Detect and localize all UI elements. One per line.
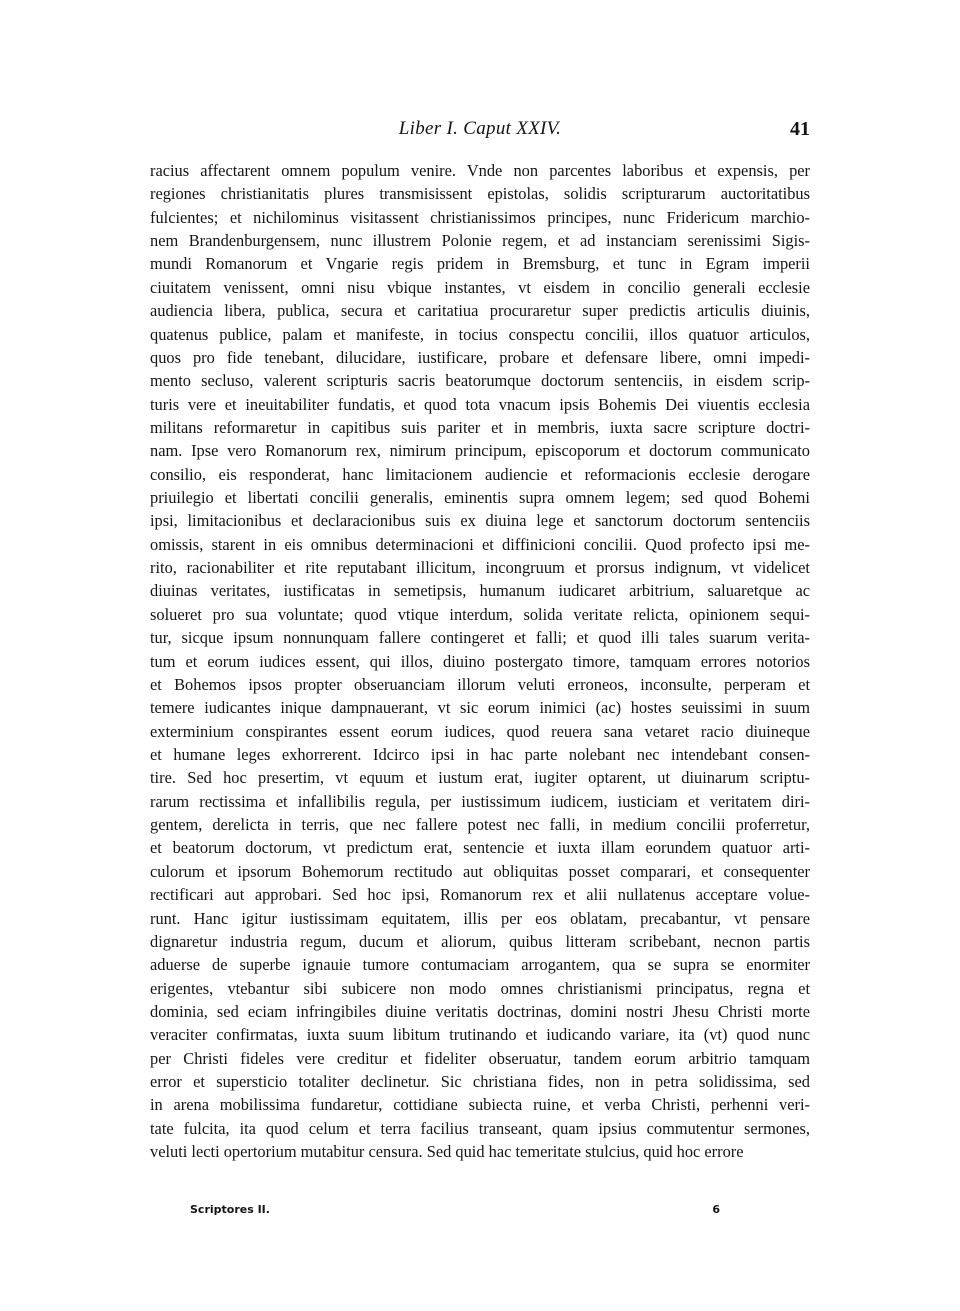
- text-line: culorum et ipsorum Bohemorum rectitudo aut obliquitas posset comparari, et consequenter: [150, 861, 810, 881]
- text-line: veraciter confirmatas, iuxta suum libitum trutinando et iudicando variare, ita (vt) quod nunc: [150, 1025, 810, 1045]
- text-line: exterminium conspirantes essent eorum iudices, quod reuera sana vetaret racio diuineque: [150, 721, 810, 741]
- text-line: mundi Romanorum et Vngarie regis pridem in Bremsburg, et tunc in Egram imperii: [150, 254, 810, 274]
- text-line: error et supersticio totaliter declinetur. Sic christiana fides, non in petra solidissima, sed: [150, 1072, 810, 1092]
- text-line: veluti lecti opertorium mutabitur censura. Sed quid hac temeritate stulcius, quid hoc errore: [150, 1142, 744, 1162]
- text-line: tate fulcita, ita quod celum et terra facilius transeant, quam ipsius commutentur sermones,: [150, 1118, 810, 1138]
- text-line: gentem, derelicta in terris, que nec fallere potest nec falli, in medium concilii proferretur,: [150, 815, 810, 835]
- text-line: rectificari aut approbari. Sed hoc ipsi, Romanorum rex et alii nullatenus acceptare volue-: [150, 885, 810, 905]
- running-head: [150, 118, 810, 146]
- text-line: aduerse de superbe ignauie tumore contumaciam arrogantem, qua se supra se enormiter: [150, 955, 810, 975]
- text-line: racius affectarent omnem populum venire. Vnde non parcentes laboribus et expensis, per: [150, 161, 810, 180]
- body-text: [150, 159, 810, 1163]
- text-line: ciuitatem venissent, omni nisu vbique instantes, vt eisdem in concilio generali ecclesie: [150, 277, 810, 297]
- text-line: rarum rectissima et infallibilis regula, per iustissimum iudicem, iusticiam et veritatem diri-: [150, 791, 810, 811]
- text-line: priuilegio et libertati concilii generalis, eminentis supra omnem legem; sed quod Bohemi: [150, 488, 810, 508]
- text-line: tur, sicque ipsum nonnunquam fallere contingeret et falli; et quod illi tales suarum verita-: [150, 628, 810, 648]
- text-line: omissis, starent in eis omnibus determinacioni et diffinicioni concilii. Quod profecto ipsi me-: [150, 534, 810, 554]
- text-line: tire. Sed hoc presertim, vt equum et iustum erat, iugiter optarent, ut diuinarum scriptu-: [150, 768, 810, 788]
- text-line: temere iudicantes inique dampnauerant, vt sic eorum inimici (ac) hostes seuissimi in suum: [150, 698, 810, 718]
- signature-label: Scriptores II.: [190, 1203, 270, 1216]
- text-line: et beatorum doctorum, vt predictum erat, sentencie et iuxta illam eorundem quatuor arti-: [150, 838, 810, 858]
- text-line: ipsi, limitacionibus et declaracionibus suis ex diuina lege et sanctorum doctorum sentenciis: [150, 511, 810, 531]
- text-line: solueret pro sua voluntate; quod vtique interdum, solida veritate relicta, opinionem sequi-: [150, 604, 810, 624]
- text-line: mento secluso, valerent scripturis sacris beatorumque doctorum sentenciis, in eisdem scrip-: [150, 371, 810, 391]
- text-line: rito, racionabiliter et rite reputabant illicitum, incongruum et prorsus indignum, vt videlicet: [150, 558, 810, 578]
- text-line: et Bohemos ipsos propter obseruanciam illorum veluti erroneos, inconsulte, perperam et: [150, 674, 810, 694]
- text-line: per Christi fideles vere creditur et fideliter obseruatur, tandem eorum arbitrio tamquam: [150, 1048, 810, 1068]
- page-number: 41: [790, 118, 810, 140]
- text-line: diuinas veritates, iustificatas in semetipsis, humanum iudicaret arbitrium, saluaretque ac: [150, 581, 810, 601]
- text-line: dominia, sed eciam infringibiles diuine veritatis doctrinas, domini nostri Jhesu Christi morte: [150, 1001, 810, 1021]
- text-line: audiencia libera, publica, secura et caritatiua procuraretur super predictis articulis diuinis,: [150, 301, 810, 321]
- page-footer: [190, 1203, 720, 1221]
- text-line: militans reformaretur in capitibus suis pariter et in membris, iuxta sacre scripture doctri-: [150, 417, 810, 437]
- text-line: in arena mobilissima fundaretur, cottidiane subiecta ruine, et verba Christi, perhenni veri-: [150, 1095, 810, 1115]
- text-line: turis vere et ineuitabiliter fundatis, et quod tota vnacum ipsis Bohemis Dei viuentis ecclesia: [150, 394, 810, 414]
- text-line: regiones christianitatis plures transmisissent epistolas, solidis scripturarum auctoritatibus: [150, 184, 810, 204]
- text-line: erigentes, vtebantur sibi subicere non modo omnes christianismi principatus, regna et: [150, 978, 810, 998]
- signature-mark: 6: [712, 1203, 720, 1216]
- running-title: Liber I. Caput XXIV.: [398, 118, 562, 139]
- text-line: consilio, eis responderat, hanc limitacionem audiencie et reformacionis ecclesie derogare: [150, 464, 810, 484]
- text-line: nem Brandenburgensem, nunc illustrem Polonie regem, et ad instanciam serenissimi Sigis-: [150, 231, 810, 251]
- text-line: nam. Ipse vero Romanorum rex, nimirum principum, episcoporum et doctorum communicato: [150, 441, 810, 461]
- text-line: fulcientes; et nichilominus visitassent christianissimos principes, nunc Fridericum marchio-: [150, 207, 810, 227]
- text-line: quatenus publice, palam et manifeste, in tocius conspectu concilii, illos quatuor articulos,: [150, 324, 810, 344]
- text-line: dignaretur industria regum, ducum et aliorum, quibus litteram scribebant, necnon partis: [150, 931, 810, 951]
- text-line: tum et eorum iudices essent, qui illos, diuino postergato timore, tamquam errores notorios: [150, 651, 810, 671]
- text-line: quos pro fide tenebant, dilucidare, iustificare, probare et defensare libere, omni impedi-: [150, 347, 810, 367]
- text-line: et humane leges exhorrerent. Idcirco ipsi in hac parte nolebant nec intendebant consen-: [150, 744, 810, 764]
- text-line: runt. Hanc igitur iustissimam equitatem, illis per eos oblatam, precabantur, vt pensare: [150, 908, 810, 928]
